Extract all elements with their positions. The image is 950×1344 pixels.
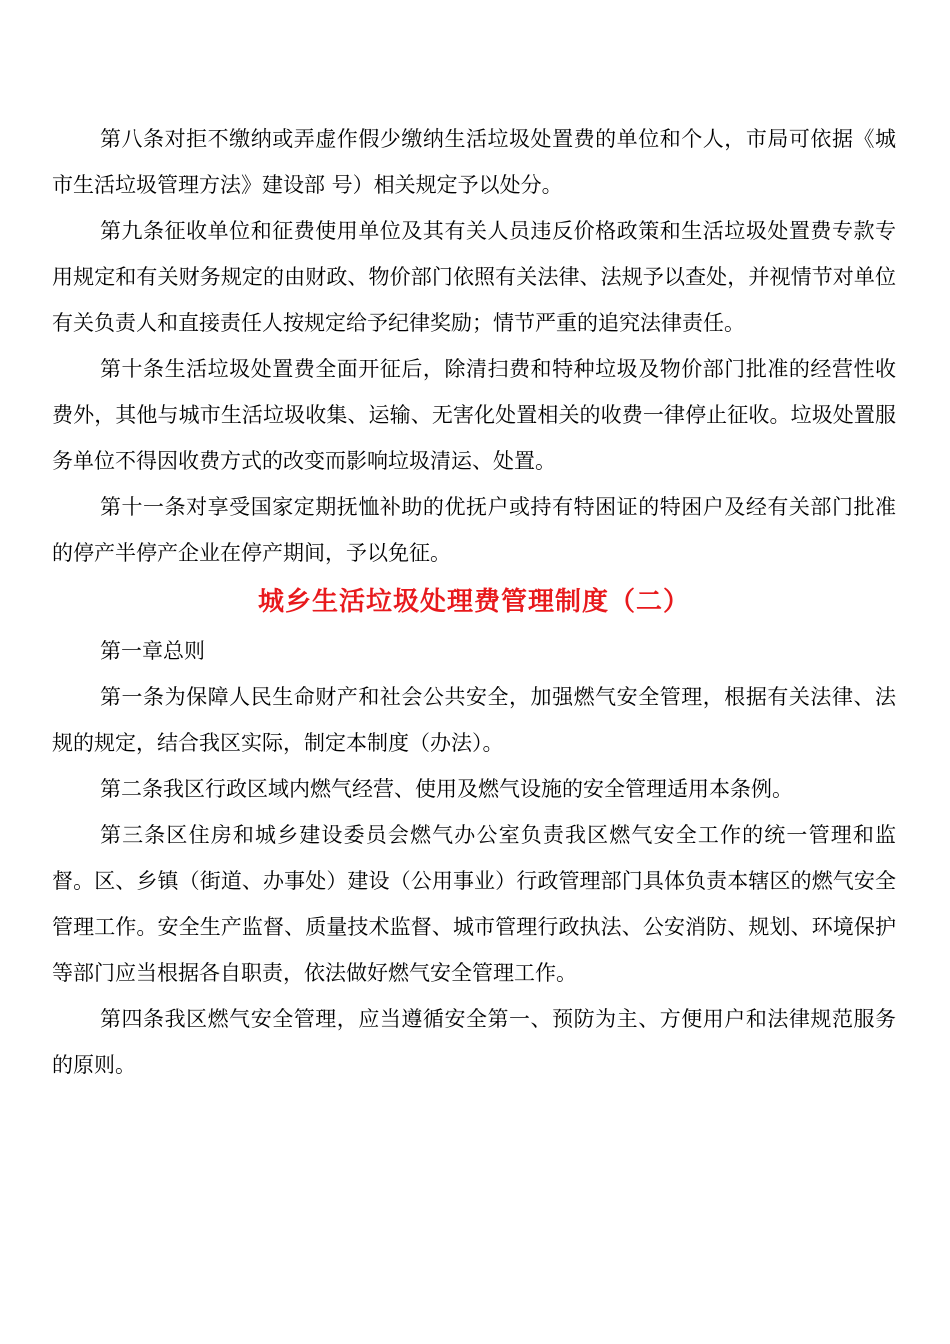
article-4-paragraph: 第四条我区燃气安全管理，应当遵循安全第一、预防为主、方便用户和法律规范服务的原则。 bbox=[52, 1007, 896, 1077]
section-heading: 城乡生活垃圾处理费管理制度（二） bbox=[257, 587, 690, 617]
article-11-paragraph: 第十一条对享受国家定期抚恤补助的优抚户或持有特困证的特困户及经有关部门批准的停产半停产企业在停产期间，予以免征。 bbox=[52, 495, 896, 565]
article-3-paragraph: 第三条区住房和城乡建设委员会燃气办公室负责我区燃气安全工作的统一管理和监督。区、乡镇（街道、办事处）建设（公用事业）行政管理部门具体负责本辖区的燃气安全管理工作。安全生产监督、质量技术监督、城市管理行政执法、公安消防、规划、环境保护等部门应当根据各自职责，依法做好燃气安全管理工作。 bbox=[52, 823, 896, 985]
article-1-paragraph: 第一条为保障人民生命财产和社会公共安全，加强燃气安全管理，根据有关法律、法规的规定，结合我区实际，制定本制度（办法）。 bbox=[52, 685, 896, 755]
article-2-paragraph: 第二条我区行政区域内燃气经营、使用及燃气设施的安全管理适用本条例。 bbox=[100, 777, 793, 801]
article-9-paragraph: 第九条征收单位和征费使用单位及其有关人员违反价格政策和生活垃圾处置费专款专用规定和有关财务规定的由财政、物价部门依照有关法律、法规予以查处，并视情节对单位有关负责人和直接责任人按规定给予纪律奖励；情节严重的追究法律责任。 bbox=[52, 219, 896, 335]
article-8-paragraph: 第八条对拒不缴纳或弄虚作假少缴纳生活垃圾处置费的单位和个人，市局可依据《城市生活垃圾管理方法》建设部 号）相关规定予以处分。 bbox=[52, 127, 896, 197]
document-body bbox=[52, 116, 896, 1088]
article-10-paragraph: 第十条生活垃圾处置费全面开征后，除清扫费和特种垃圾及物价部门批准的经营性收费外，其他与城市生活垃圾收集、运输、无害化处置相关的收费一律停止征收。垃圾处置服务单位不得因收费方式的改变而影响垃圾清运、处置。 bbox=[52, 357, 896, 473]
chapter-1-title: 第一章总则 bbox=[100, 639, 205, 663]
